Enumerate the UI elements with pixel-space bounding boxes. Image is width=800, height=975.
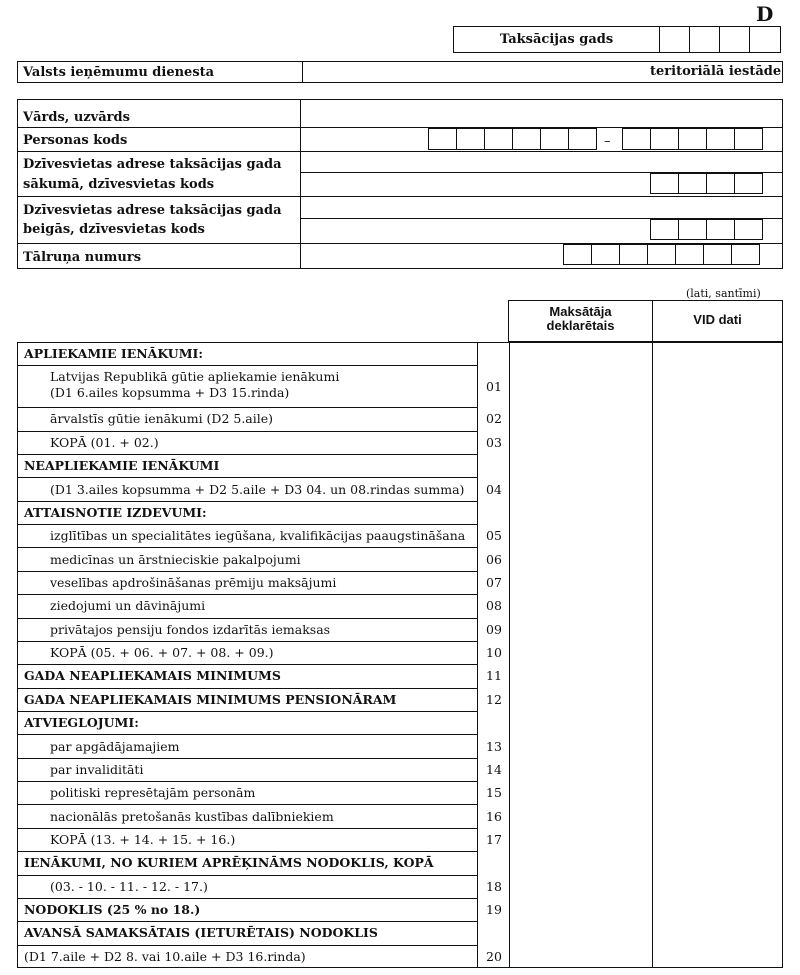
table-row: [17, 431, 783, 454]
vid-value-cell[interactable]: [653, 781, 782, 804]
personal-code-digit[interactable]: [484, 128, 513, 150]
declared-value-cell[interactable]: [510, 477, 652, 500]
row-label: par apgādājamajiem: [50, 738, 180, 754]
income-table: [17, 342, 783, 968]
col-declared-line2: deklarētais: [546, 318, 615, 333]
address-start-label-2: sākumā, dzīvesvietas kods: [23, 177, 215, 192]
section-row: [17, 342, 783, 365]
row-number: 04: [486, 481, 502, 497]
section-heading: AVANSĀ SAMAKSĀTAIS (IETURĒTAIS) NODOKLIS: [24, 925, 378, 941]
tax-year-digit[interactable]: [749, 26, 781, 53]
phone-digit[interactable]: [703, 244, 732, 265]
personal-code-digit[interactable]: [622, 128, 651, 150]
declared-value-cell[interactable]: [510, 804, 652, 827]
declared-value-cell[interactable]: [510, 431, 652, 454]
declared-value-cell[interactable]: [510, 921, 652, 944]
declared-value-cell[interactable]: [510, 828, 652, 851]
section-heading: APLIEKAMIE IENĀKUMI:: [24, 346, 203, 362]
row-number: 16: [486, 808, 502, 824]
vid-value-cell[interactable]: [653, 342, 782, 365]
section-row: [17, 454, 783, 477]
declared-value-cell[interactable]: [510, 945, 652, 968]
tax-year-label: Taksācijas gads: [499, 32, 614, 47]
declared-value-cell[interactable]: [510, 454, 652, 477]
vid-value-cell[interactable]: [653, 734, 782, 757]
form-code: D: [756, 2, 774, 26]
address-start-code-digit[interactable]: [706, 173, 735, 194]
table-row: [17, 945, 783, 968]
address-start-code-digit[interactable]: [678, 173, 707, 194]
row-number: 12: [486, 691, 502, 707]
vid-value-cell[interactable]: [653, 524, 782, 547]
personal-code-digit[interactable]: [650, 128, 679, 150]
address-end-code-digit[interactable]: [650, 219, 679, 240]
section-heading: ATVIEGLOJUMI:: [24, 715, 139, 731]
authority-suffix: teritoriālā iestāde: [650, 64, 782, 79]
row-label-line2: (D1 6.ailes kopsumma + D3 15.rinda): [50, 385, 290, 401]
vid-value-cell[interactable]: [653, 828, 782, 851]
phone-digit[interactable]: [591, 244, 620, 265]
declared-value-cell[interactable]: [510, 365, 652, 407]
vid-value-cell[interactable]: [653, 618, 782, 641]
address-start-code-digit[interactable]: [734, 173, 763, 194]
row-label: medicīnas un ārstnieciskie pakalpojumi: [50, 551, 301, 567]
row-label: (D1 7.aile + D2 8. vai 10.aile + D3 16.rinda): [24, 948, 306, 964]
vid-value-cell[interactable]: [653, 594, 782, 617]
row-number: 07: [486, 574, 502, 590]
personal-code-digit[interactable]: [456, 128, 485, 150]
declared-value-cell[interactable]: [510, 664, 652, 687]
table-row: [17, 758, 783, 781]
personal-code-digit[interactable]: [678, 128, 707, 150]
declared-value-cell[interactable]: [510, 641, 652, 664]
row-number: 17: [486, 831, 502, 847]
vid-value-cell[interactable]: [653, 664, 782, 687]
authority-name-field[interactable]: [303, 62, 643, 82]
row-number: 15: [486, 785, 502, 801]
address-start-field[interactable]: [301, 153, 781, 171]
row-number: 05: [486, 528, 502, 544]
vid-value-cell[interactable]: [653, 875, 782, 898]
table-row: [17, 828, 783, 851]
table-row: [17, 571, 783, 594]
row-label: nacionālās pretošanās kustības dalībniekiem: [50, 808, 334, 824]
personal-code-label: Personas kods: [23, 133, 128, 148]
row-label: (03. - 10. - 11. - 12. - 17.): [50, 878, 208, 894]
row-label: KOPĀ (05. + 06. + 07. + 08. + 09.): [50, 645, 274, 661]
row-number: 19: [486, 902, 502, 918]
personal-code-digit[interactable]: [428, 128, 457, 150]
phone-digit[interactable]: [563, 244, 592, 265]
row-number: 01: [486, 378, 502, 394]
row-number: 08: [486, 598, 502, 614]
declared-value-cell[interactable]: [510, 898, 652, 921]
section-heading: NODOKLIS (25 % no 18.): [24, 902, 201, 918]
personal-code-digit[interactable]: [512, 128, 541, 150]
row-label: (D1 3.ailes kopsumma + D2 5.aile + D3 04. un 08.rindas summa): [50, 481, 465, 497]
declared-value-cell[interactable]: [510, 407, 652, 430]
declared-value-cell[interactable]: [510, 594, 652, 617]
vid-value-cell[interactable]: [653, 758, 782, 781]
declared-value-cell[interactable]: [510, 875, 652, 898]
section-heading: GADA NEAPLIEKAMAIS MINIMUMS: [24, 668, 281, 684]
vid-value-cell[interactable]: [653, 431, 782, 454]
phone-digit[interactable]: [675, 244, 704, 265]
row-number: 11: [486, 668, 502, 684]
row-label: Latvijas Republikā gūtie apliekamie ienākumi: [50, 369, 340, 385]
vid-value-cell[interactable]: [653, 898, 782, 921]
address-end-label: Dzīvesvietas adrese taksācijas gada: [23, 203, 282, 218]
row-number: 20: [486, 948, 502, 964]
declared-value-cell[interactable]: [510, 851, 652, 874]
table-row: [17, 734, 783, 757]
row-label: privātajos pensiju fondos izdarītās iemaksas: [50, 621, 331, 637]
declared-value-cell[interactable]: [510, 501, 652, 524]
phone-digit[interactable]: [647, 244, 676, 265]
table-row: [17, 804, 783, 827]
row-label: KOPĀ (01. + 02.): [50, 434, 159, 450]
row-label: veselības apdrošināšanas prēmiju maksājumi: [50, 574, 337, 590]
section-heading: ATTAISNOTIE IZDEVUMI:: [24, 504, 207, 520]
section-row: [17, 921, 783, 944]
col-declared-line1: Maksātāja: [549, 304, 612, 319]
row-number: 18: [486, 878, 502, 894]
row-number: 14: [486, 761, 502, 777]
declared-value-cell[interactable]: [510, 758, 652, 781]
name-field[interactable]: [301, 106, 781, 126]
section-row: [17, 688, 783, 711]
vid-value-cell[interactable]: [653, 454, 782, 477]
declared-value-cell[interactable]: [510, 734, 652, 757]
row-number: 10: [486, 645, 502, 661]
name-label: Vārds, uzvārds: [23, 110, 130, 125]
vid-value-cell[interactable]: [653, 547, 782, 570]
row-label: KOPĀ (13. + 14. + 15. + 16.): [50, 831, 236, 847]
row-number: 02: [486, 411, 502, 427]
vid-value-cell[interactable]: [653, 945, 782, 968]
row-label: politiski represētajām personām: [50, 785, 256, 801]
vid-value-cell[interactable]: [653, 711, 782, 734]
declared-value-cell[interactable]: [510, 547, 652, 570]
table-row: [17, 594, 783, 617]
personal-code-digit[interactable]: [568, 128, 597, 150]
table-row: [17, 547, 783, 570]
table-row: [17, 781, 783, 804]
units-note: (lati, santīmi): [686, 287, 761, 300]
phone-label: Tālruņa numurs: [23, 250, 142, 265]
table-row: [17, 407, 783, 430]
tax-year-digit[interactable]: [719, 26, 750, 53]
section-heading: NEAPLIEKAMIE IENĀKUMI: [24, 458, 220, 474]
phone-digit[interactable]: [731, 244, 760, 265]
personal-code-digit[interactable]: [734, 128, 763, 150]
vid-value-cell[interactable]: [653, 851, 782, 874]
declared-value-cell[interactable]: [510, 688, 652, 711]
section-heading: GADA NEAPLIEKAMAIS MINIMUMS PENSIONĀRAM: [24, 691, 397, 707]
tax-year-digit[interactable]: [689, 26, 720, 53]
address-end-field[interactable]: [301, 199, 781, 217]
address-end-code-digit[interactable]: [734, 219, 763, 240]
address-start-code-digit[interactable]: [650, 173, 679, 194]
row-number: 13: [486, 738, 502, 754]
section-row: [17, 711, 783, 734]
vid-value-cell[interactable]: [653, 688, 782, 711]
table-row: [17, 641, 783, 664]
address-end-code-digit[interactable]: [678, 219, 707, 240]
section-row: [17, 664, 783, 687]
vid-value-cell[interactable]: [653, 921, 782, 944]
row-label: ziedojumi un dāvinājumi: [50, 598, 206, 614]
table-row: [17, 477, 783, 500]
table-row: [17, 618, 783, 641]
row-label: ārvalstīs gūtie ienākumi (D2 5.aile): [50, 411, 274, 427]
table-row: [17, 365, 783, 407]
address-end-code-digit[interactable]: [706, 219, 735, 240]
col-declared-header: [509, 305, 652, 333]
vid-value-cell[interactable]: [653, 407, 782, 430]
row-number: 06: [486, 551, 502, 567]
declared-value-cell[interactable]: [510, 781, 652, 804]
section-row: [17, 898, 783, 921]
personal-code-dash: –: [604, 134, 611, 149]
address-end-label-2: beigās, dzīvesvietas kods: [23, 222, 205, 237]
tax-year-digit[interactable]: [659, 26, 690, 53]
vid-value-cell[interactable]: [653, 477, 782, 500]
row-label: izglītības un specialitātes iegūšana, kvalifikācijas paaugstināšana: [50, 528, 466, 544]
personal-code-digit[interactable]: [540, 128, 569, 150]
declared-value-cell[interactable]: [510, 711, 652, 734]
section-row: [17, 851, 783, 874]
declared-value-cell[interactable]: [510, 618, 652, 641]
row-number: 09: [486, 621, 502, 637]
table-row: [17, 875, 783, 898]
declared-value-cell[interactable]: [510, 524, 652, 547]
phone-digit[interactable]: [619, 244, 648, 265]
col-vid-header: VID dati: [693, 312, 742, 327]
vid-value-cell[interactable]: [653, 641, 782, 664]
table-row: [17, 524, 783, 547]
vid-value-cell[interactable]: [653, 571, 782, 594]
address-start-label: Dzīvesvietas adrese taksācijas gada: [23, 157, 282, 172]
row-label: par invaliditāti: [50, 761, 144, 777]
vid-value-cell[interactable]: [653, 365, 782, 407]
section-heading: IENĀKUMI, NO KURIEM APRĒĶINĀMS NODOKLIS, KOPĀ: [24, 855, 434, 871]
section-row: [17, 501, 783, 524]
declared-value-cell[interactable]: [510, 342, 652, 365]
vid-value-cell[interactable]: [653, 804, 782, 827]
personal-code-digit[interactable]: [706, 128, 735, 150]
vid-value-cell[interactable]: [653, 501, 782, 524]
declared-value-cell[interactable]: [510, 571, 652, 594]
row-number: 03: [486, 434, 502, 450]
authority-label: Valsts ieņēmumu dienesta: [23, 65, 215, 80]
